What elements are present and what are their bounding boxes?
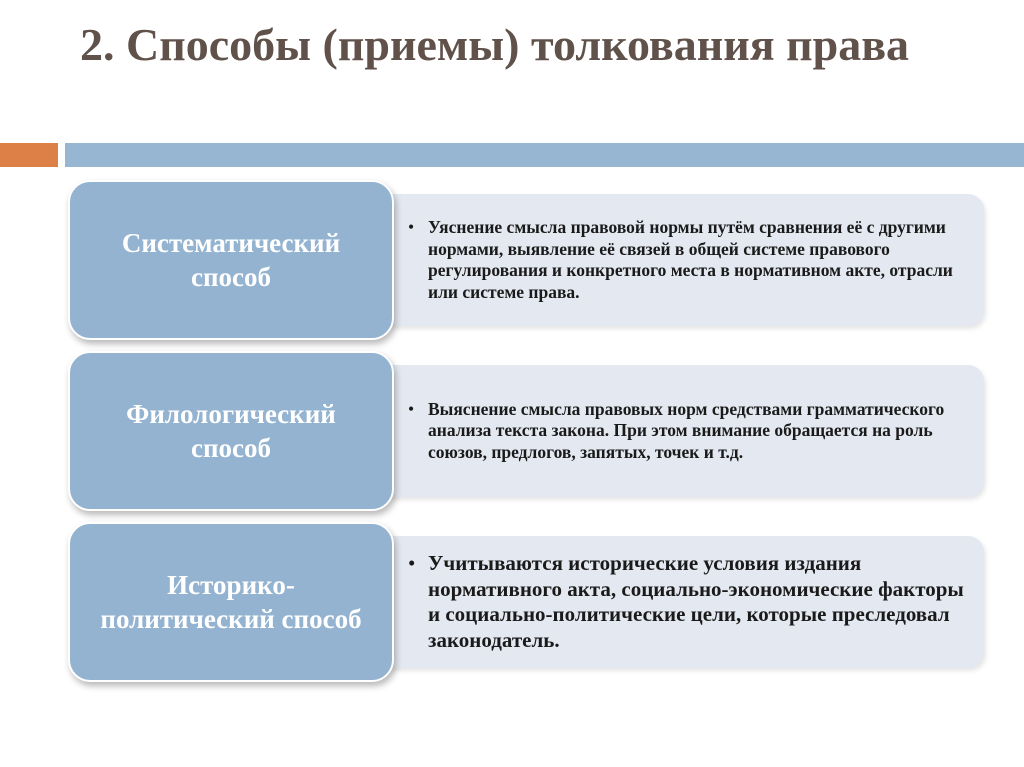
method-label-box [68, 522, 394, 682]
method-name: Историко-политический способ [100, 570, 362, 634]
description-list [400, 217, 970, 303]
method-row-historical-political [0, 522, 1024, 684]
description-list [400, 551, 970, 653]
method-label-box [68, 180, 394, 340]
description-text: Учитываются исторические условия издания нормативного акта, социально-экономические факторы и социально-политические цели, которые преследовал законодатель. [428, 551, 964, 652]
method-description-box [330, 536, 984, 668]
bullet-icon: • [408, 551, 416, 575]
method-label-box [68, 351, 394, 511]
description-text: Уяснение смысла правовой нормы путём сравнения её с другими нормами, выявление её связей в общей системе правового регулирования и конкретного места в нормативном акте, отрасли или системе права. [428, 217, 953, 302]
method-description-box [330, 194, 984, 326]
method-description-box [330, 365, 984, 497]
description-item [408, 217, 970, 303]
method-name: Систематический способ [121, 228, 341, 292]
description-text: Выяснение смысла правовых норм средствами грамматического анализа текста закона. При этом внимание обращается на роль союзов, предлогов, запятых, точек и т.д. [428, 398, 945, 462]
description-item [408, 398, 970, 464]
description-item [408, 551, 970, 653]
bullet-icon: • [408, 217, 415, 237]
title-accent-blue-bar [65, 143, 1024, 167]
title-accent-orange-bar [0, 143, 58, 167]
method-row-philological [0, 351, 1024, 513]
description-list [400, 399, 970, 464]
slide-title: 2. Способы (приемы) толкования права [80, 19, 910, 70]
bullet-icon: • [408, 398, 415, 419]
method-name: Филологический способ [126, 399, 336, 463]
method-row-systematic [0, 180, 1024, 342]
